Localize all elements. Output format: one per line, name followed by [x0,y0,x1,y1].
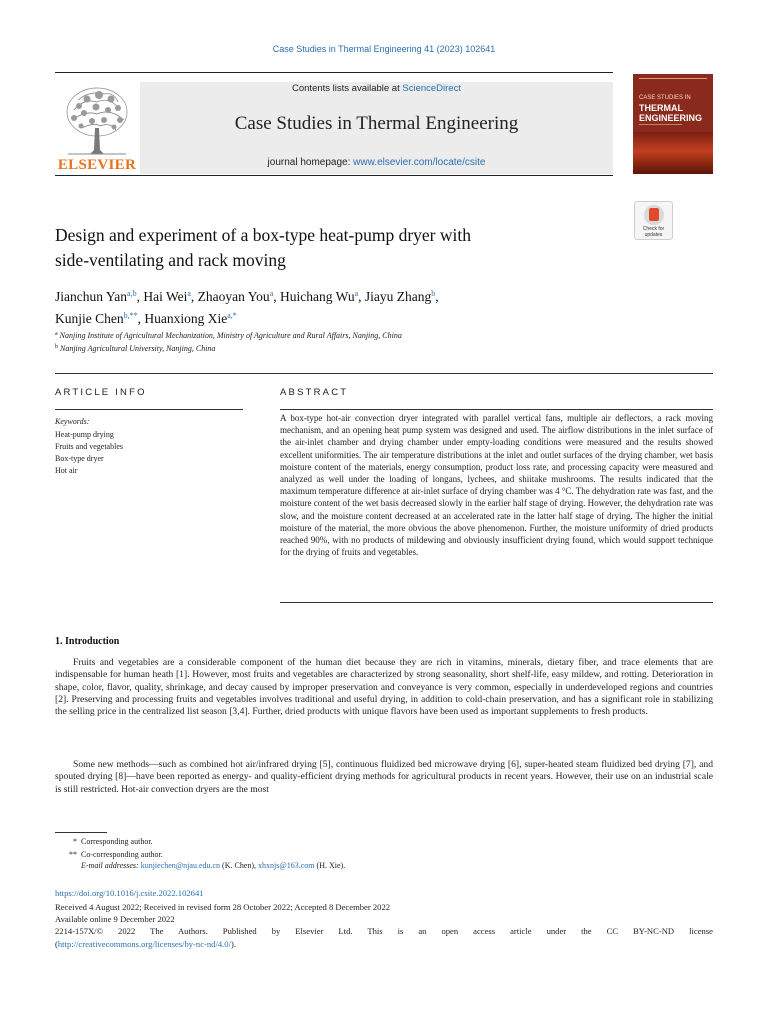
author-affiliation-marker[interactable]: a,* [227,311,237,320]
header-top-rule [55,72,613,73]
journal-header-box [140,82,613,174]
homepage-link[interactable]: www.elsevier.com/locate/csite [353,157,486,168]
badge-label [635,226,672,238]
badge-bookmark-icon [649,208,659,221]
footnote-text: Corresponding author. [81,837,153,846]
footnote-mark: ** [69,850,77,859]
license-link-line [55,939,713,949]
contents-prefix: Contents lists available at [292,83,403,94]
header-bottom-rule [55,175,613,176]
section-divider [55,373,713,374]
cover-small-text: ▔▔▔▔▔▔▔▔▔▔▔▔▔▔ [639,124,683,129]
email-link-chen[interactable]: kunjiechen@njau.edu.cn [140,861,221,870]
cover-line2: THERMAL [639,103,683,113]
author-separator: , [273,289,280,304]
author-separator: , [137,311,145,326]
affiliation-b [55,344,655,353]
email-label: E-mail addresses: [81,861,139,870]
abstract-rule [280,409,713,410]
title-line2: side-ventilating and rack moving [55,250,286,270]
footnote-mark: * [73,837,77,846]
author-separator: , [136,289,144,304]
keywords-list [55,429,123,477]
article-info-rule [55,409,243,410]
cover-rule [639,78,707,79]
footnote-rule [55,832,107,833]
author-affiliation-marker[interactable]: b,** [123,311,138,320]
author-separator: , [435,289,439,304]
author-affiliation-marker[interactable]: a [269,289,274,298]
doi-link[interactable] [55,888,713,898]
received-dates: Received 4 August 2022; Received in revised form 28 October 2022; Accepted 8 December 2022 [55,902,391,912]
footnote-emails [55,861,345,870]
intro-paragraph-2: Some new methods—such as combined hot air/infrared drying [5], continuous fluidized bed microwave drying [6], super-heated steam fluidized bed drying [7], and spouted drying [8]—have been reported as energy- and quality-efficient drying methods for agricultural products in recent years. However, their use on an industrial scale is still restricted. Hot-air convection dryers are the most [55,759,713,795]
footnote-co-corresponding [55,850,163,859]
author-affiliation-marker[interactable]: a,b [127,289,137,298]
author-name[interactable]: Jianchun Yan [55,289,128,304]
keyword: Box-type dryer [55,454,104,463]
article-title [55,223,615,273]
keyword: Fruits and vegetables [55,442,123,451]
doi-text[interactable]: https://doi.org/10.1016/j.csite.2022.102641 [55,888,204,898]
license-link[interactable]: http://creativecommons.org/licenses/by-nc-nd/4.0/ [57,939,231,949]
author-affiliation-marker[interactable]: a [187,289,191,298]
abstract-text: A box-type hot-air convection dryer integrated with parallel vertical fans, multiple air deflectors, a rack moving mechanism, and an opening heat pump system was designed and used. The airflow distributions in the inlet surface of the air-inlet chamber and drying chamber under empty-loading conditions were measured and the results showed excellent uniformities. The air temperature distributions at the inlet and outlet surfaces of the drying chamber, wet basis moisture content of the materials, energy consumption, product loss rate, and processing capacity were measured and analyzed as well under the loading of longans, lychees, and shiitake mushrooms. The results indicated that the maximum temperature difference at air-inlet surface of drying chamber was 4 °C. The dehydration rate was fast, and the moisture content of the wet basis decreased slowly in the earlier half stage of drying. However, the dehydration rate was slow, and the moisture content decreased at an accelerated rate in the latter half stage of drying. The higher the initial moisture of the material, the more obvious the above phenomenon. Further, the moisture uniformity of dried products reached 90%, with no products of mildewing and obviously insufficient drying found, which would support technique for the drying of fruits and vegetables. [280,413,713,558]
email-owner: (H. Xie). [314,861,346,870]
badge-line1: Check for [642,226,665,232]
author-name[interactable]: Zhaoyan You [197,289,270,304]
keyword: Hot air [55,466,78,475]
cover-artwork [633,132,713,174]
affiliation-marker: b [55,344,58,350]
sciencedirect-link[interactable]: ScienceDirect [402,83,461,94]
cover-line3: ENGINEERING [639,113,703,123]
author-name[interactable]: Huanxiong Xie [144,311,228,326]
cover-line1: CASE STUDIES IN [639,95,691,101]
author-name[interactable]: Huichang Wu [280,289,355,304]
email-link-xie[interactable]: xhxnjs@163.com [258,861,315,870]
keywords-label: Keywords: [55,417,90,426]
author-name[interactable]: Kunjie Chen [55,311,124,326]
abstract-bottom-rule [280,602,713,603]
license-text: 2214-157X/© 2022 The Authors. Published by Elsevier Ltd. This is an open access article under the CC BY-NC-ND license [55,926,713,936]
author-name[interactable]: Jiayu Zhang [364,289,432,304]
available-online: Available online 9 December 2022 [55,914,175,924]
author-list [55,284,615,328]
journal-cover-image [633,74,713,174]
journal-citation[interactable]: Case Studies in Thermal Engineering 41 (2023) 102641 [272,44,496,54]
affiliation-text: Nanjing Agricultural University, Nanjing, China [60,344,216,353]
badge-line2: updates [644,232,663,238]
affiliation-a [55,331,655,340]
paren: ). [230,939,236,949]
abstract-heading: ABSTRACT [280,387,349,398]
author-affiliation-marker[interactable]: b [431,289,436,298]
journal-title: Case Studies in Thermal Engineering [234,113,519,134]
homepage-prefix: journal homepage: [267,157,354,168]
email-owner: (K. Chen), [220,861,259,870]
footnote-text: Co-corresponding author. [81,850,163,859]
affiliation-text: Nanjing Institute of Agricultural Mechanization, Ministry of Agriculture and Rural Affairs, Nanjing, China [59,331,402,340]
keyword: Heat-pump drying [55,430,114,439]
introduction-heading: 1. Introduction [55,636,120,647]
article-info-heading: ARTICLE INFO [55,387,147,398]
title-line1: Design and experiment of a box-type heat-pump dryer with [55,225,471,245]
author-separator: , [358,289,365,304]
author-affiliation-marker[interactable]: a [354,289,359,298]
check-for-updates-badge[interactable] [634,201,673,240]
paren: ( [55,939,58,949]
elsevier-wordmark: ELSEVIER [57,157,137,173]
cover-title [639,103,702,123]
affiliation-marker: a [55,331,58,337]
contents-available [140,83,613,94]
author-separator: , [190,289,198,304]
author-name[interactable]: Hai Wei [143,289,188,304]
journal-homepage [140,157,613,168]
intro-paragraph-1: Fruits and vegetables are a considerable component of the human diet because they are rich in vitamins, minerals, dietary fiber, and trace elements that are indispensable for human heath [1]. However, most fruits and vegetables are characterized by strong seasonality, short shelf-life, easy mildew, and rotting. Deterioration in shape, color, flavor, quality, shrinkage, and decay caused by improper preservation and conveyance is very common, especially in underdeveloped regions and countries [2]. Preserving and processing fruits and vegetables involves traditional and useful drying, in addition to cold-chain preservation, and has a significant role in stabilizing the selling price in the centralized list season [3,4]. Further, dried products with unique flavors have been used as important supplements to fresh products. [55,657,713,718]
footnote-corresponding [55,837,153,846]
